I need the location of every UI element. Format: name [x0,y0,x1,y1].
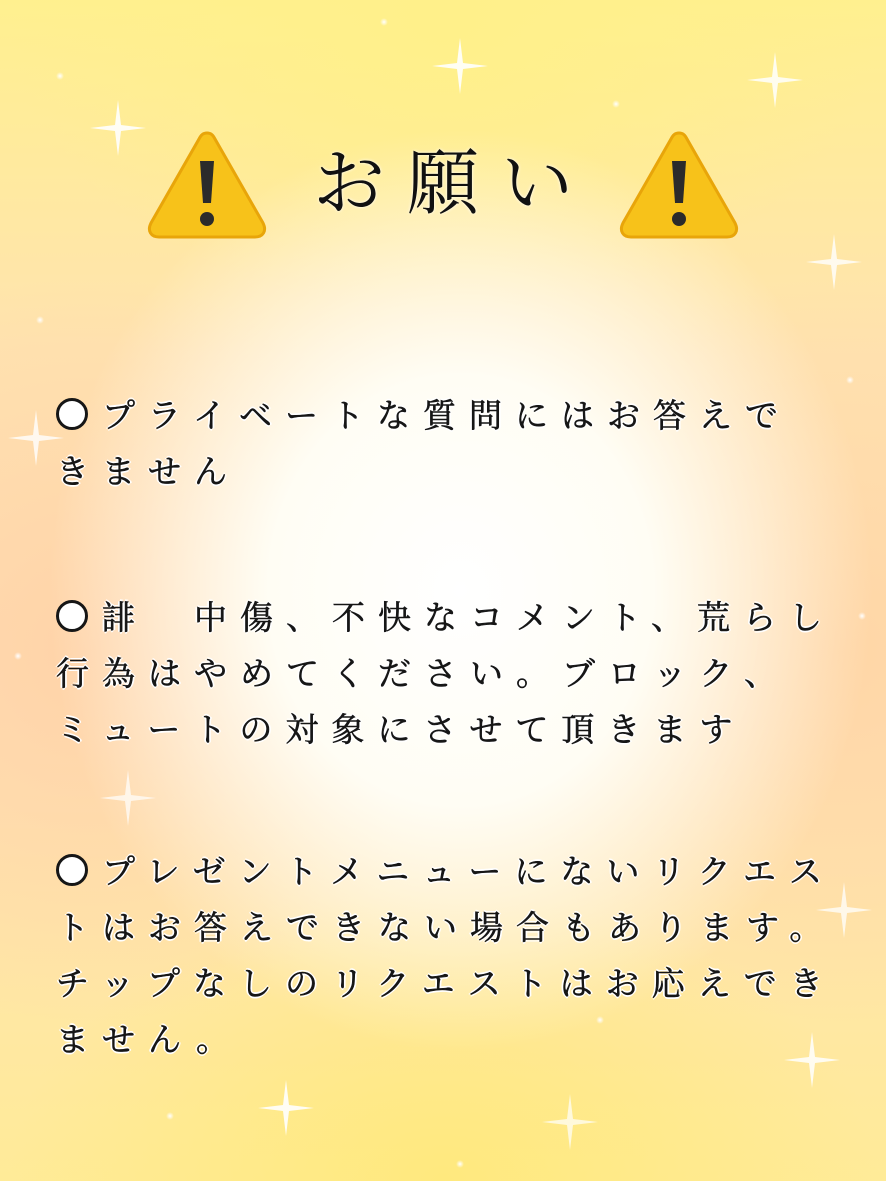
warning-icon [145,125,269,241]
sparkle-icon [540,1092,600,1152]
sparkle-dot [612,100,620,108]
notice-text: プレゼントメニューにないリクエストはお答えできない場合もあります。チップなしのリクエストはお応えできません。 [56,852,836,1059]
sparkle-icon [256,1078,316,1138]
sparkle-icon [745,50,805,110]
page-title: お願い [312,141,595,225]
circle-bullet-icon [56,854,88,886]
sparkle-dot [858,612,866,620]
notice-text: 誹 中傷、不快なコメント、荒らし行為はやめてください。ブロック、ミュートの対象にさせて頂きます [56,598,836,749]
sparkle-dot [56,72,64,80]
notice-text: プライベートな質問にはお答えできません [56,396,792,491]
header [0,118,886,248]
notice-item-conduct [56,590,836,758]
sparkle-dot [846,376,854,384]
sparkle-icon [98,768,158,828]
notice-item-privacy [56,388,836,500]
circle-bullet-icon [56,600,88,632]
sparkle-dot [380,18,388,26]
sparkle-icon [430,36,490,96]
warning-icon [617,125,741,241]
sparkle-dot [166,1112,174,1120]
sparkle-dot [14,652,22,660]
sparkle-dot [36,316,44,324]
sparkle-dot [456,1160,464,1168]
circle-bullet-icon [56,398,88,430]
notice-item-requests [56,844,836,1068]
